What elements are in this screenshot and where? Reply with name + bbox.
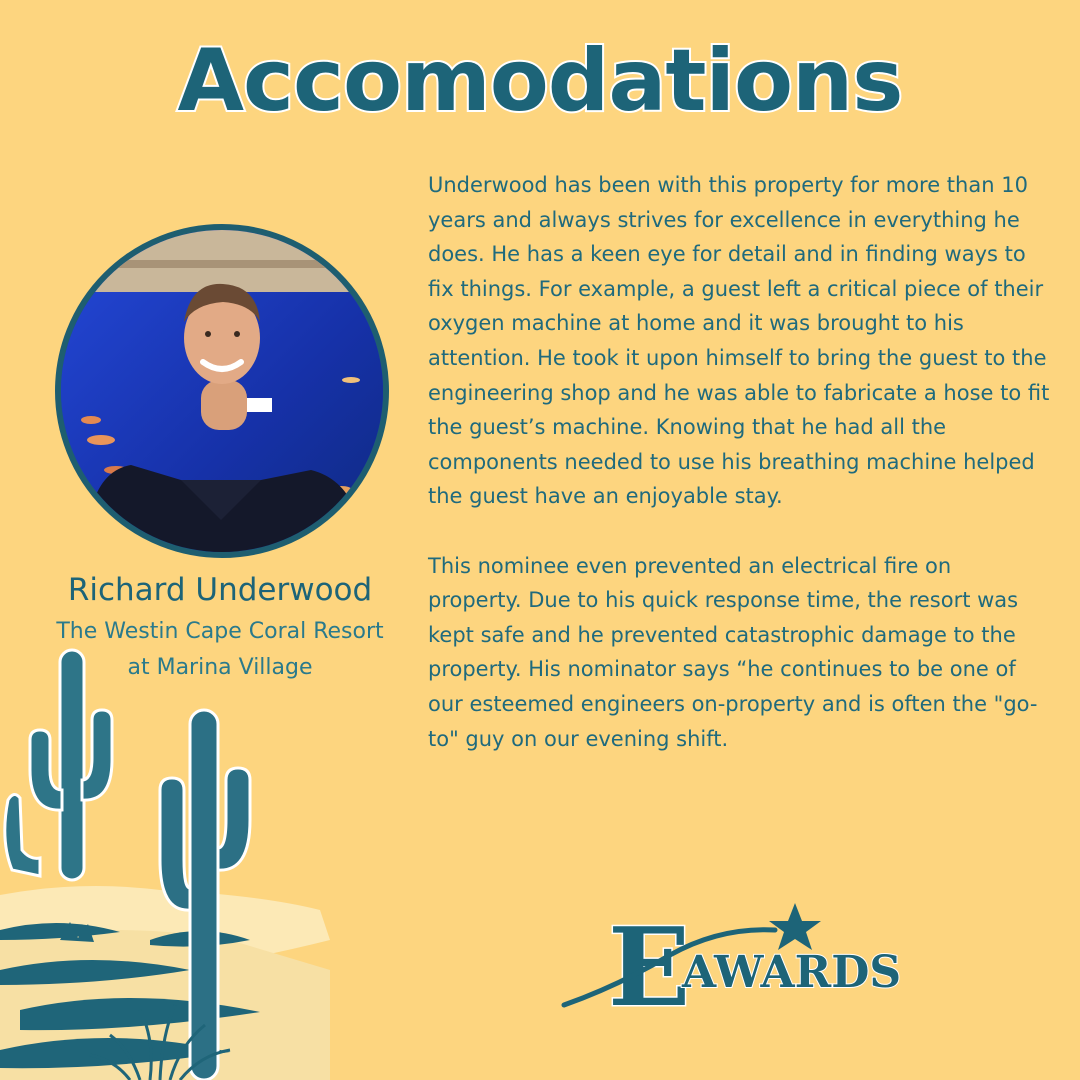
page-title: Accomodations [177,31,903,131]
nomination-story [428,168,1050,791]
logo-letter: E [608,905,691,1025]
property-line-1: The Westin Cape Coral Resort [56,619,384,644]
star-icon [769,903,821,950]
nominee-portrait-illustration [61,230,383,552]
nominee-photo [55,224,389,558]
logo-word: AWARDS [682,947,902,998]
story-paragraph-2: This nominee even prevented an electrical fire on property. Due to his quick response time, the resort was kept safe and he prevented catastrophic damage to the property. His nominator says “he continues to be one of our esteemed engineers on-property and is often the "go-to" guy on our evening shift. [428,553,1038,751]
property-line-2: at Marina Village [127,655,313,680]
saguaro-cactus-icon [0,640,360,1080]
nominee-name: Richard Underwood [67,572,373,608]
eawards-logo [560,895,920,1025]
story-paragraph-1: Underwood has been with this property for more than 10 years and always strives for excellence in everything he does. He has a keen eye for detail and in finding ways to fix things. For example, a guest left a critical piece of their oxygen machine at home and it was brought to his attention. He took it upon himself to bring the guest to the engineering shop and he was able to fabricate a hose to fit the guest’s machine. Knowing that he had all the components needed to use his breathing machine helped the guest have an enjoyable stay. [428,173,1050,509]
